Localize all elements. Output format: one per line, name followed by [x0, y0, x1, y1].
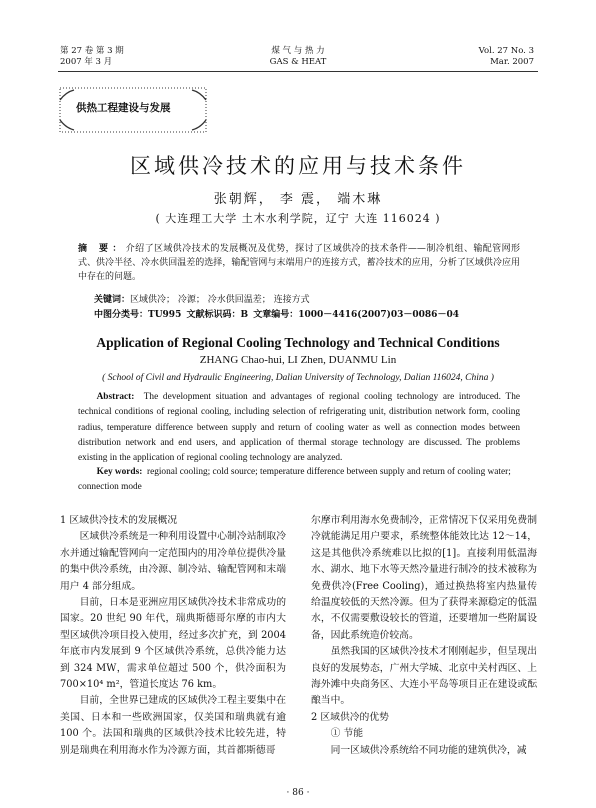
page-number: · 86 · — [286, 788, 310, 798]
paragraph: 目前，全世界已建成的区域供冷工程主要集中在美国、日本和一些欧洲国家，仅美国和瑞典就有逾 100 个。法国和瑞典的区域供冷技术比较先进，特别是瑞典在利用海水作为冷源方面，其首都斯德哥 — [60, 695, 286, 756]
subsection-heading: ① 节能 — [330, 728, 364, 740]
authors-cn: 张朝辉， 李 震， 端木琳 — [213, 192, 383, 207]
abstract-en-label: Abstract: — [96, 392, 135, 402]
keywords-cn — [94, 292, 310, 305]
paragraph: 尔摩市利用海水免费制冷，正常情况下仅采用免费制冷就能满足用户要求，系统整体能效比达 12～14，这是其他供冷系统难以比拟的[1]。直接利用低温海水、湖水、地下水等天然冷量进行制冷的技术被称为免费供冷(Free Cooling)，通过换热将室内热量传给温度较低的天然冷源。但为了获得来源稳定的低温水，不仅需要敷设较长的管道，还要增加一些附属设备，因此系统造价较高。 — [311, 515, 537, 641]
abstract-en — [78, 390, 520, 466]
paper-title-cn: 区域供冷技术的应用与技术条件 — [130, 154, 466, 178]
authors-en: ZHANG Chao-hui, LI Zhen, DUANMU Lin — [199, 354, 397, 366]
paragraph: 目前，日本是亚洲应用区域供冷技术非常成功的国家。20 世纪 90 年代，瑞典斯德哥尔摩的市内大型区域供冷项目投入使用，经过多次扩充，到 2004 年底市内发展到 9 个区域供冷系统，总供冷能力达到 324 MW，需求单位超过 500 个，供冷面积为 700×10⁴ m²，管道长度达 76 km。 — [60, 597, 286, 691]
section-1-heading: 1 区域供冷技术的发展概况 — [60, 515, 178, 526]
affiliation-en: ( School of Civil and Hydraulic Engineering, Dalian University of Technology, Dalian 116024, China ) — [102, 373, 494, 383]
issue-volume: 第 27 卷 第 3 期 — [60, 46, 124, 56]
abstract-cn-label: 摘 要： — [78, 244, 126, 254]
body-column-right — [311, 513, 537, 759]
issue-date: 2007 年 3 月 — [60, 57, 113, 67]
header-divider — [58, 71, 538, 72]
journal-name-en: GAS & HEAT — [269, 57, 327, 67]
body-column-left — [60, 513, 286, 759]
issue-volume-en: Vol. 27 No. 3 — [478, 46, 534, 56]
section-tag — [58, 86, 208, 134]
abstract-cn-text: 介绍了区域供冷技术的发展概况及优势，探讨了区域供冷的技术条件——制冷机组、输配管网形式、供冷半径、冷水供回温差的选择，输配管网与末端用户的连接方式，蓄冷技术的应用，分析了区域供冷应用中存在的问题。 — [78, 244, 520, 282]
paper-title-en: Application of Regional Cooling Technology and Technical Conditions — [96, 335, 500, 350]
abstract-cn — [78, 242, 520, 284]
paragraph: 同一区域供冷系统给不同功能的建筑供冷，减 — [330, 744, 527, 756]
journal-name-cn: 煤 气 与 热 力 — [271, 46, 325, 56]
keywords-en-text: regional cooling; cold source; temperature difference between supply and return of cooling water; connection mode — [78, 467, 511, 493]
keywords-en-label: Key words: — [96, 467, 143, 477]
section-2-heading: 2 区域供冷的优势 — [311, 711, 389, 723]
keywords-cn-text: 区域供冷； 冷源； 冷水供回温差； 连接方式 — [130, 295, 310, 305]
classification-cn: 中图分类号：TU995 文献标识码：B 文章编号：1000－4416(2007)03－0086－04 — [94, 310, 459, 320]
paragraph: 虽然我国的区域供冷技术才刚刚起步，但呈现出良好的发展势态，广州大学城、北京中关村西区、上海外滩中央商务区、大连小平岛等项目正在建设或酝酿当中。 — [311, 646, 537, 707]
paragraph: 区域供冷系统是一种利用设置中心制冷站制取冷水并通过输配管网向一定范围内的用冷单位提供冷量的集中供冷系统，由冷源、制冷站、输配管网和末端用户 4 部分组成。 — [60, 531, 286, 592]
issue-date-en: Mar. 2007 — [490, 57, 534, 67]
abstract-en-text: The development situation and advantages of regional cooling technology are introduced. The technical conditions of regional cooling, including selection of refrigerating unit, distribution network form, cooling radius, temperature difference between supply and return of cooling water as well as connection modes between distribution network and end users, and application of thermal storage technology are discussed. The problems existing in the application of regional cooling technology are analyzed. — [78, 392, 520, 464]
affiliation-cn: ( 大连理工大学 土木水利学院，辽宁 大连 116024 ) — [155, 212, 441, 225]
keywords-cn-label: 关键词： — [94, 295, 131, 305]
section-tag-label: 供热工程建设与发展 — [76, 102, 171, 114]
journal-issue-right — [479, 46, 534, 68]
keywords-en — [78, 465, 520, 496]
